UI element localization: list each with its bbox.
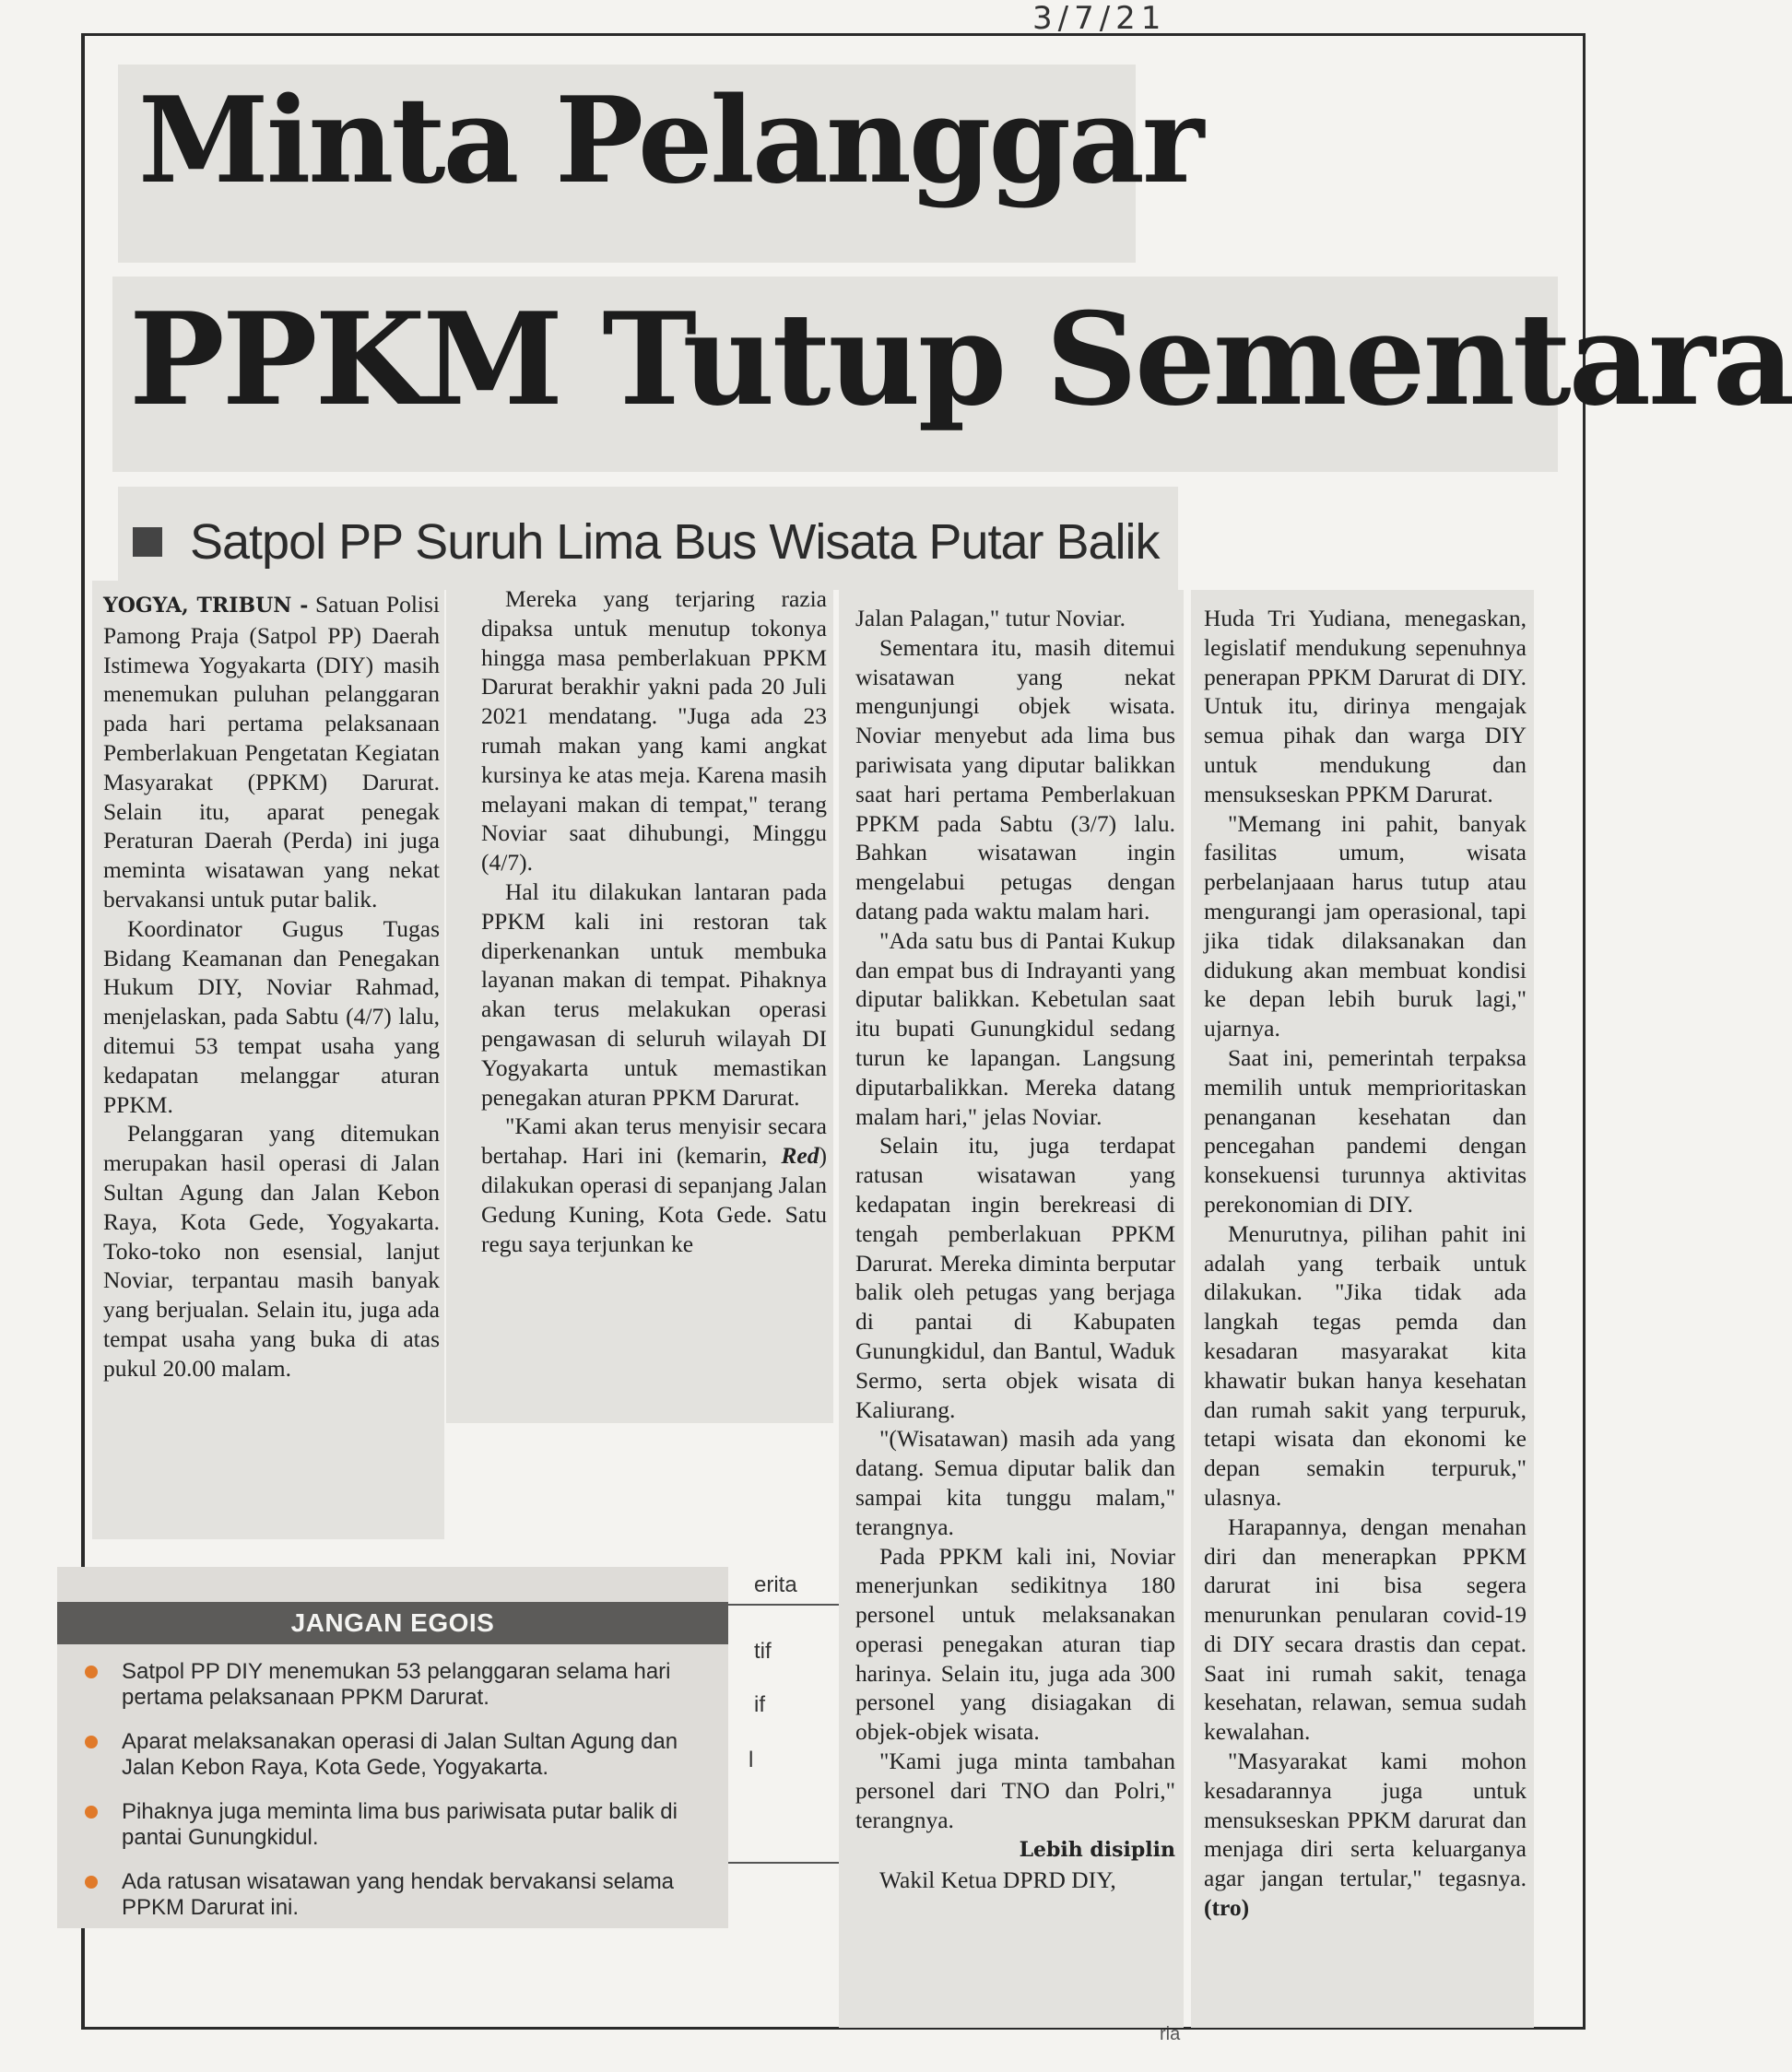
paragraph: Hal itu dilakukan lantaran pada PPKM kali ini restoran tak diperkenankan untuk membuka layanan makan di tempat. Pihaknya akan terus melakukan operasi pengawasan di seluruh wilayah DI Yogyakarta untuk memastikan penegakan aturan PPKM Darurat. <box>481 877 827 1111</box>
summary-list <box>79 1659 715 1939</box>
paragraph: "Kami juga minta tambahan personel dari TNO dan Polri," terangnya. <box>855 1748 1175 1833</box>
handwritten-date: 3/7/21 <box>1032 0 1167 37</box>
paragraph: Sementara itu, masih ditemui wisatawan yang nekat mengunjungi objek wisata. Noviar menyebut ada lima bus pariwisata yang diputar balikkan saat hari pertama Pemberlakuan PPKM pada Sabtu (3/7) lalu. Bahkan wisatawan ingin mengelabui petugas dengan datang pada waktu malam hari. <box>855 633 1175 924</box>
bullet-dot-icon <box>85 1736 98 1748</box>
paragraph: Jalan Palagan," tutur Noviar. <box>855 605 1126 631</box>
paragraph: Pada PPKM kali ini, Noviar menerjunkan sedikitnya 180 personel untuk melaksanakan operasi penegakan aturan tiap harinya. Selain itu, juga ada 300 personel yang disiagakan di objek-objek wisata. <box>855 1542 1175 1746</box>
article-column-1 <box>103 590 440 1383</box>
paragraph: Harapannya, dengan menahan diri dan menerapkan PPKM darurat ini bisa segera menurunkan penularan covid-19 di DIY secara drastis dan cepat. Saat ini rumah sakit, tenaga kesehatan, relawan, semua sudah kewalahan. <box>1204 1513 1527 1746</box>
paragraph: Selain itu, juga terdapat ratusan wisatawan yang kedapatan ingin berekreasi di tengah pemberlakuan PPKM Darurat. Mereka diminta berputar balik oleh petugas yang berjaga di pantai di Kabupaten Gunungkidul, dan Bantul, Waduk Sermo, serta objek wisata di Kaliurang. <box>855 1132 1175 1423</box>
subheadline-text: Satpol PP Suruh Lima Bus Wisata Putar Balik <box>190 513 1160 570</box>
paragraph: Pelanggaran yang ditemukan merupakan hasil operasi di Jalan Sultan Agung dan Jalan Kebon Raya, Kota Gede, Yogyakarta. Toko-toko non esensial, lanjut Noviar, terpantau masih banyak yang berjualan. Selain itu, juga ada tempat usaha yang buka di atas pukul 20.00 malam. <box>103 1120 440 1382</box>
dateline: YOGYA, TRIBUN - <box>103 594 309 618</box>
list-item: Aparat melaksanakan operasi di Jalan Sultan Agung dan Jalan Kebon Raya, Kota Gede, Yogyakarta. <box>79 1729 715 1781</box>
article-column-3 <box>855 604 1175 1895</box>
paragraph: Menurutnya, pilihan pahit ini adalah yang terbaik untuk dilakukan. "Jika tidak ada langkah tegas pemda dan kesadaran masyarakat kita khawatir bukan hanya kesehatan dan rumah sakit yang terpuruk, tetapi wisata dan ekonomi ke depan semakin terpuruk," ulasnya. <box>1204 1219 1527 1511</box>
fragment-text: if <box>754 1692 765 1717</box>
summary-box-title: JANGAN EGOIS <box>57 1602 728 1644</box>
paragraph: "Kami akan terus menyisir secara bertahap. Hari ini (kemarin, Red) dilakukan operasi di sepanjang Jalan Gedung Kuning, Kota Gede. Satu regu saya terjunkan ke <box>481 1113 827 1257</box>
fragment-text: tif <box>754 1639 772 1664</box>
list-item: Pihaknya juga meminta lima bus pariwisata putar balik di pantai Gunungkidul. <box>79 1799 715 1851</box>
bullet-dot-icon <box>85 1806 98 1819</box>
headline-line-2: PPKM Tutup Sementara <box>129 284 1792 434</box>
paragraph: "Masyarakat kami mohon kesadarannya juga untuk mensukseskan PPKM darurat dan menjaga diri serta keluarganya agar jangan tertular," tegasnya. (tro) <box>1204 1748 1527 1922</box>
paragraph: Wakil Ketua DPRD DIY, <box>879 1866 1116 1894</box>
summary-box <box>57 1567 728 1928</box>
article-column-4 <box>1204 604 1527 1923</box>
author-credit: (tro) <box>1204 1894 1250 1922</box>
paragraph: YOGYA, TRIBUN - Satuan Polisi Pamong Praja (Satpol PP) Daerah Istimewa Yogyakarta (DIY) masih menemukan puluhan pelanggaran pada hari pertama pelaksanaan Pemberlakuan Pengetatan Kegiatan Masyarakat (PPKM) Darurat. Selain itu, aparat penegak Peraturan Daerah (Perda) ini juga meminta wisatawan yang nekat bervakansi untuk putar balik. <box>103 591 441 912</box>
square-bullet-icon <box>133 527 162 557</box>
fragment-text: ria <box>1160 2024 1181 2044</box>
list-item: Satpol PP DIY menemukan 53 pelanggaran selama hari pertama pelaksanaan PPKM Darurat. <box>79 1659 715 1711</box>
paragraph: "(Wisatawan) masih ada yang datang. Semua diputar balik dan sampai kita tunggu malam," terangnya. <box>855 1425 1175 1540</box>
divider-line <box>728 1604 839 1606</box>
paragraph: Saat ini, pemerintah terpaksa memilih untuk memprioritaskan penanganan kesehatan dan pencegahan pandemi dengan konsekuensi turunnya aktivitas perekonomian di DIY. <box>1204 1043 1527 1218</box>
paragraph: Mereka yang terjaring razia dipaksa untuk menutup tokonya hingga masa pemberlakuan PPKM Darurat berakhir yakni pada 20 Juli 2021 mendatang. "Juga ada 23 rumah makan yang kami angkat kursinya ke atas meja. Karena masih melayani makan di tempat," terang Noviar saat dihubungi, Minggu (4/7). <box>481 585 827 877</box>
editor-note: Red <box>781 1142 819 1170</box>
paragraph: Koordinator Gugus Tugas Bidang Keamanan dan Penegakan Hukum DIY, Noviar Rahmad, menjelaskan, pada Sabtu (4/7) lalu, ditemui 53 tempat usaha yang kedapatan melanggar aturan PPKM. <box>103 914 440 1118</box>
paragraph: "Ada satu bus di Pantai Kukup dan empat bus di Indrayanti yang diputar balikkan. Kebetulan saat itu bupati Gunungkidul sedang turun ke lapangan. Langsung diputarbalikkan. Mereka datang malam hari," jelas Noviar. <box>855 926 1175 1130</box>
divider-line <box>728 1862 839 1864</box>
bullet-dot-icon <box>85 1876 98 1889</box>
fragment-text: l <box>749 1748 754 1772</box>
paragraph: "Memang ini pahit, banyak fasilitas umum, wisata perbelanjaaan harus tutup atau mengurangi jam operasional, tapi jika tidak dilaksanakan dan didukung akan membuat kondisi ke depan lebih buruk lagi," ujarnya. <box>1204 809 1527 1042</box>
section-subtitle: Lebih disiplin <box>1019 1838 1175 1863</box>
subheadline <box>129 498 1175 585</box>
paragraph: Huda Tri Yudiana, menegaskan, legislatif mendukung sepenuhnya penerapan PPKM Darurat di DIY. Untuk itu, dirinya mengajak semua pihak dan warga DIY untuk mendukung dan mensukseskan PPKM Darurat. <box>1204 605 1527 807</box>
list-item: Ada ratusan wisatawan yang hendak bervakansi selama PPKM Darurat ini. <box>79 1869 715 1921</box>
bullet-dot-icon <box>85 1666 98 1678</box>
headline-line-1: Minta Pelanggar <box>138 72 1202 210</box>
fragment-text: erita <box>754 1572 797 1597</box>
article-column-2 <box>481 584 827 1258</box>
